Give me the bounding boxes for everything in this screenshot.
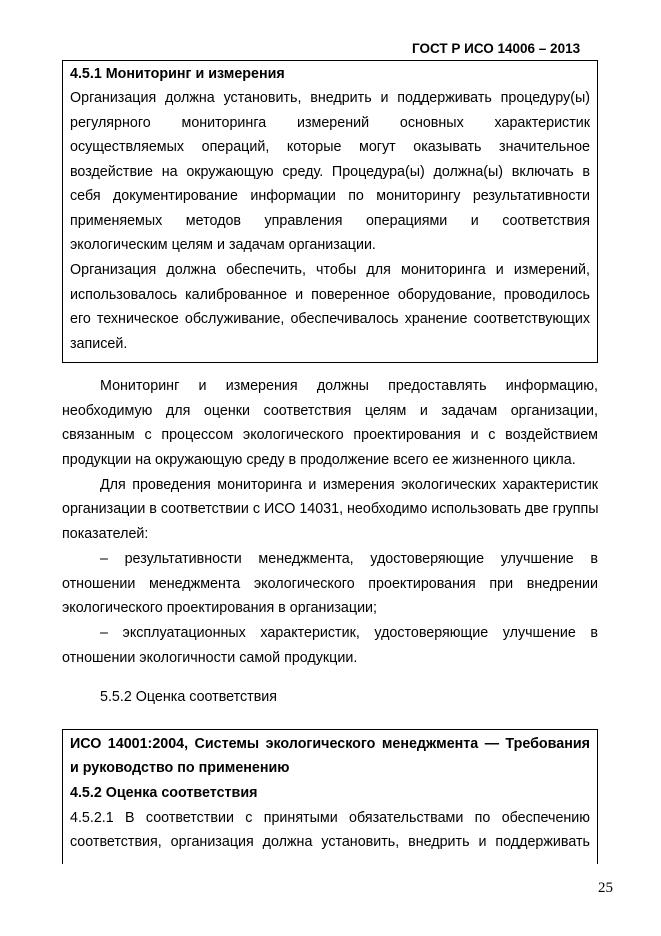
clause-line: Организация должна обеспечить, чтобы для мониторинга и измерений, (70, 262, 590, 278)
clause-line: регулярного мониторинга измерений основных характеристик (70, 115, 590, 131)
clause-line: применяемых методов управления операциями и соответствия (70, 213, 590, 229)
clause-line: себя документирование информации по мониторингу результативности (70, 188, 590, 204)
list-item-line: отношении экологичности самой продукции. (62, 650, 358, 666)
clause-line: его техническое обслуживание, обеспечивалось хранение соответствующих (70, 311, 590, 327)
paragraph-line: Мониторинг и измерения должны предоставлять информацию, (100, 378, 598, 394)
list-item-line: отношении менеджмента экологического проектирования при внедрении (62, 576, 598, 592)
clause-line: осуществляемых операций, которые могут оказывать значительное (70, 139, 590, 155)
paragraph-line: связанным с процессом экологического проектирования и с воздействием (62, 427, 598, 443)
list-item-line: – результативности менеджмента, удостоверяющие улучшение в (100, 551, 598, 567)
quoted-clause-4-5-1 (62, 60, 598, 363)
clause-line: записей. (70, 336, 128, 352)
clause-line: использовалось калиброванное и поверенное оборудование, проводилось (70, 287, 590, 303)
paragraph-line: Для проведения мониторинга и измерения экологических характеристик (100, 477, 598, 493)
page-number: 25 (598, 880, 613, 896)
document-header: ГОСТ Р ИСО 14006 – 2013 (412, 41, 581, 56)
clause-heading: 4.5.2 Оценка соответствия (70, 785, 258, 801)
clause-line: экологическим целям и задачам организации. (70, 237, 376, 253)
paragraph-line: продукции на окружающую среду в продолжение всего ее жизненного цикла. (62, 452, 576, 468)
list-item-line: – эксплуатационных характеристик, удостоверяющие улучшение в (100, 625, 598, 641)
paragraph-line: показателей: (62, 526, 149, 542)
clause-source-title: и руководство по применению (70, 760, 290, 776)
clause-line: 4.5.2.1 В соответствии с принятыми обязательствами по обеспечению (70, 810, 590, 826)
clause-heading: 4.5.1 Мониторинг и измерения (70, 66, 285, 82)
clause-line: воздействие на окружающую среду. Процедура(ы) должна(ы) включать в (70, 164, 590, 180)
list-item-line: экологического проектирования в организации; (62, 600, 378, 616)
quoted-clause-iso-14001 (62, 729, 598, 864)
section-heading: 5.5.2 Оценка соответствия (100, 689, 278, 705)
clause-source-title: ИСО 14001:2004, Системы экологического менеджмента — Требования (70, 736, 590, 752)
paragraph-line: необходимую для оценки соответствия целям и задачам организации, (62, 403, 598, 419)
paragraph-line: организации в соответствии с ИСО 14031, необходимо использовать две группы (62, 501, 599, 517)
clause-line: Организация должна установить, внедрить и поддерживать процедуру(ы) (70, 90, 590, 106)
clause-line: соответствия, организация должна установить, внедрить и поддерживать (70, 834, 590, 850)
